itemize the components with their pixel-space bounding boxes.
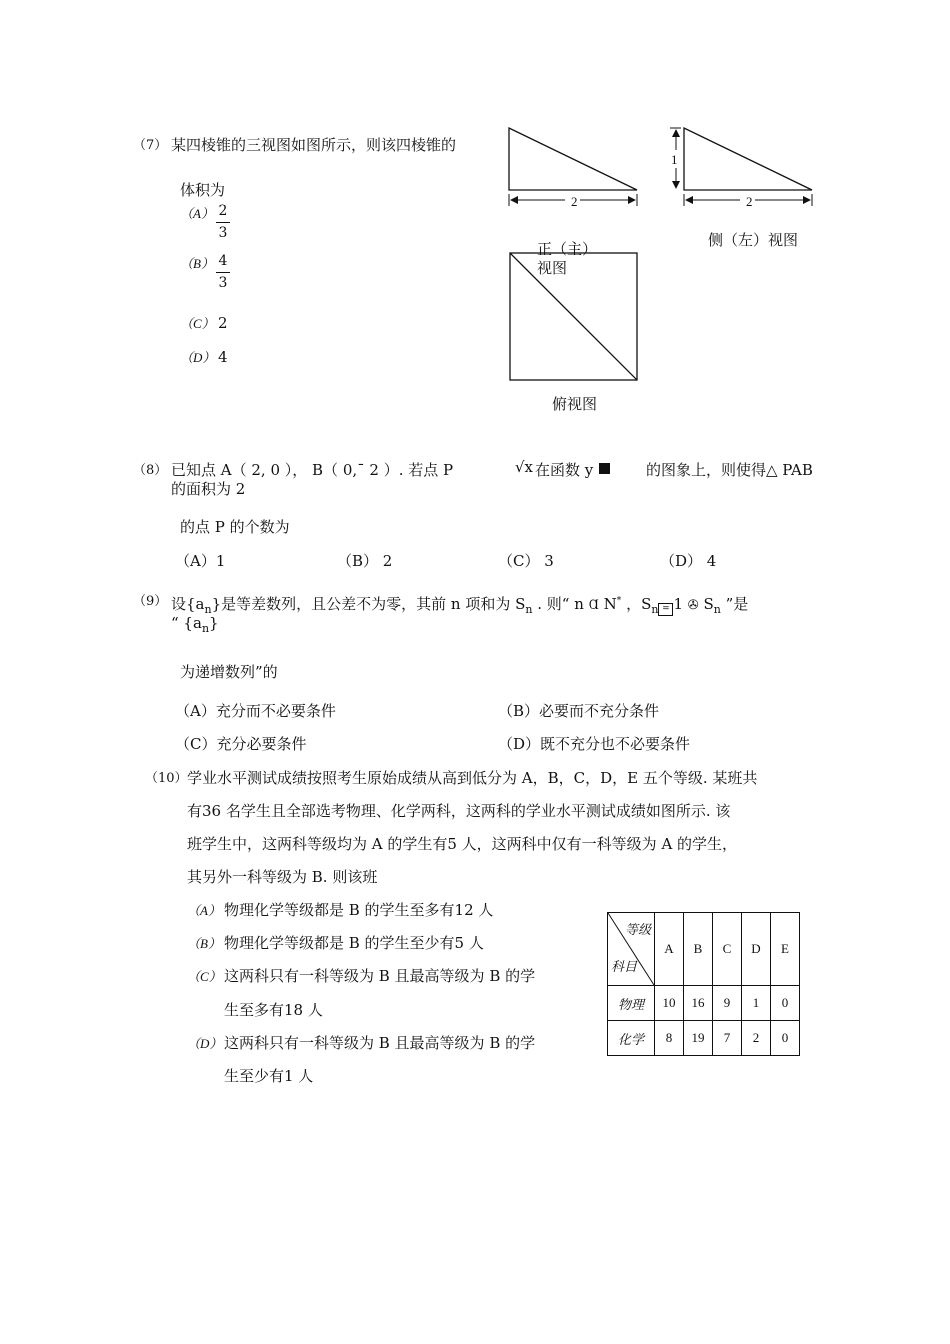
corner-subject-label: 科目	[611, 959, 638, 974]
q8-line3: 的点 P 的个数为	[180, 518, 290, 536]
q10-option-b-label: （B）	[187, 936, 221, 951]
q9-gt-symbol: ✇	[687, 598, 699, 613]
q7-option-b-denominator: 3	[218, 275, 228, 291]
q9-option-b: （B）必要而不充分条件	[498, 702, 660, 720]
front-view-triangle	[509, 128, 637, 190]
front-view-title: 正（主）	[537, 240, 598, 258]
table-row	[608, 986, 800, 1021]
q10-option-b-text: 物理化学等级都是 B 的学生至少有5 人	[224, 934, 484, 952]
q9-line1	[171, 592, 748, 619]
q9-s: ，S	[626, 595, 652, 613]
grade-table-corner	[608, 913, 655, 986]
q9-line2-sub: n	[201, 622, 210, 635]
q7-stem: 某四棱锥的三视图如图所示，则该四棱锥的	[171, 136, 457, 154]
q7-option-a-numerator: 2	[218, 203, 228, 219]
q9-seq-sub: n	[204, 603, 212, 616]
grade-header: B	[684, 913, 713, 986]
grade-table-header-row	[608, 913, 800, 986]
q7-stem-cont: 体积为	[180, 181, 226, 199]
q8-number: （8）	[133, 463, 168, 478]
q10-line1: 学业水平测试成绩按照考生原始成绩从高到低分为 A，B，C，D，E 五个等级. 某班共	[187, 769, 758, 787]
q7-option-d-label: （D）	[180, 350, 216, 365]
q7-option-b-label: （B）	[180, 256, 214, 271]
q9-option-a: （A）充分而不必要条件	[175, 702, 336, 720]
q9-naturals: N	[603, 595, 617, 613]
count-cell: 7	[713, 1021, 742, 1056]
count-cell: 16	[684, 986, 713, 1021]
side-view-title: 侧（左）视图	[708, 231, 799, 249]
count-cell: 19	[684, 1021, 713, 1056]
q9-sn-sub: n	[525, 603, 533, 616]
q9-quote-open: . 则“	[537, 595, 570, 613]
q8-symbol-box	[599, 463, 610, 474]
q10-option-c-label: （C）	[187, 969, 222, 984]
q7-option-c-value: 2	[218, 314, 228, 332]
q7-option-c-label: （C）	[180, 316, 215, 331]
grade-header: C	[713, 913, 742, 986]
count-cell: 10	[655, 986, 684, 1021]
top-view-title: 俯视图	[552, 395, 598, 413]
table-row	[608, 1021, 800, 1056]
q8-line1-end: 的图象上，则使得△ PAB	[646, 461, 813, 479]
q7-option-a-label: （A）	[180, 206, 214, 221]
q7-option-a-denominator: 3	[218, 225, 228, 241]
q10-option-d-text: 这两科只有一科等级为 B 且最高等级为 B 的学	[224, 1034, 536, 1052]
grade-header: E	[771, 913, 800, 986]
q7-option-d-value: 4	[218, 348, 228, 366]
count-cell: 9	[713, 986, 742, 1021]
grade-header: A	[655, 913, 684, 986]
q7-option-b-numerator: 4	[218, 253, 228, 269]
q8-option-a: （A）1	[175, 552, 226, 570]
q9-s2: S	[703, 595, 714, 613]
q9-star: *	[616, 596, 622, 606]
q9-line2-close: }	[209, 614, 219, 632]
top-view-diagonal	[510, 253, 637, 380]
count-cell: 1	[742, 986, 771, 1021]
q10-line3: 班学生中，这两科等级均为 A 的学生有5 人，这两科中仅有一科等级为 A 的学生，	[187, 835, 738, 853]
q9-plus-box: =	[658, 603, 673, 616]
side-view-width-label: 2	[746, 194, 753, 209]
q10-option-c-text-cont: 生至多有18 人	[224, 1001, 323, 1019]
q8-option-b: （B） 2	[337, 552, 393, 570]
q10-option-a-label: （A）	[187, 903, 221, 918]
q9-seq-open: 设{a	[171, 595, 205, 613]
q8-option-d: （D） 4	[660, 552, 717, 570]
grade-table	[607, 912, 800, 1056]
q9-n: n	[574, 595, 584, 613]
q9-number: （9）	[133, 594, 168, 609]
q10-option-d-label: （D）	[187, 1036, 223, 1051]
corner-grade-label: 等级	[624, 922, 651, 937]
q9-s-sub: n	[651, 603, 659, 616]
q9-option-c: （C）充分必要条件	[175, 735, 307, 753]
q9-stem: }是等差数列，且公差不为零，其前 n 项和为 S	[211, 595, 526, 613]
count-cell: 0	[771, 1021, 800, 1056]
q8-option-c: （C） 3	[498, 552, 554, 570]
q7-number: （7）	[133, 138, 168, 153]
q9-line3: 为递增数列”的	[180, 663, 278, 681]
q9-quote-close: ”是	[725, 595, 749, 613]
front-view-width-label: 2	[571, 194, 578, 209]
q8-line1-function: 在函数 y	[535, 461, 594, 479]
grade-header: D	[742, 913, 771, 986]
side-view-height-label: 1	[671, 152, 678, 167]
count-cell: 2	[742, 1021, 771, 1056]
q9-s2-sub: n	[713, 603, 721, 616]
q10-number: （10）	[145, 771, 188, 786]
q8-line1: 已知点 A（ 2, 0 ）， B（ 0,¯ 2 ）. 若点 P	[171, 461, 454, 479]
front-view-title-cont: 视图	[537, 259, 568, 277]
q9-line2-open: “ {a	[171, 614, 202, 632]
side-view-triangle	[684, 128, 812, 190]
count-cell: 8	[655, 1021, 684, 1056]
subject-cell: 物理	[608, 986, 655, 1021]
q10-option-a-text: 物理化学等级都是 B 的学生至多有12 人	[224, 901, 494, 919]
q10-line4: 其另外一科等级为 B. 则该班	[187, 868, 378, 886]
q10-line2: 有36 名学生且全部选考物理、化学两科，这两科的学业水平测试成绩如图所示. 该	[187, 802, 731, 820]
q10-option-c-text: 这两科只有一科等级为 B 且最高等级为 B 的学	[224, 967, 536, 985]
q9-belongs-symbol: Ɑ	[588, 598, 599, 613]
q8-sqrt-x: √x	[515, 458, 534, 476]
subject-cell: 化学	[608, 1021, 655, 1056]
q10-option-d-text-cont: 生至少有1 人	[224, 1067, 314, 1085]
q8-line2: 的面积为 2	[171, 480, 246, 498]
count-cell: 0	[771, 986, 800, 1021]
q9-one: 1	[673, 595, 683, 613]
q9-option-d: （D）既不充分也不必要条件	[498, 735, 691, 753]
q9-line2	[171, 614, 219, 638]
